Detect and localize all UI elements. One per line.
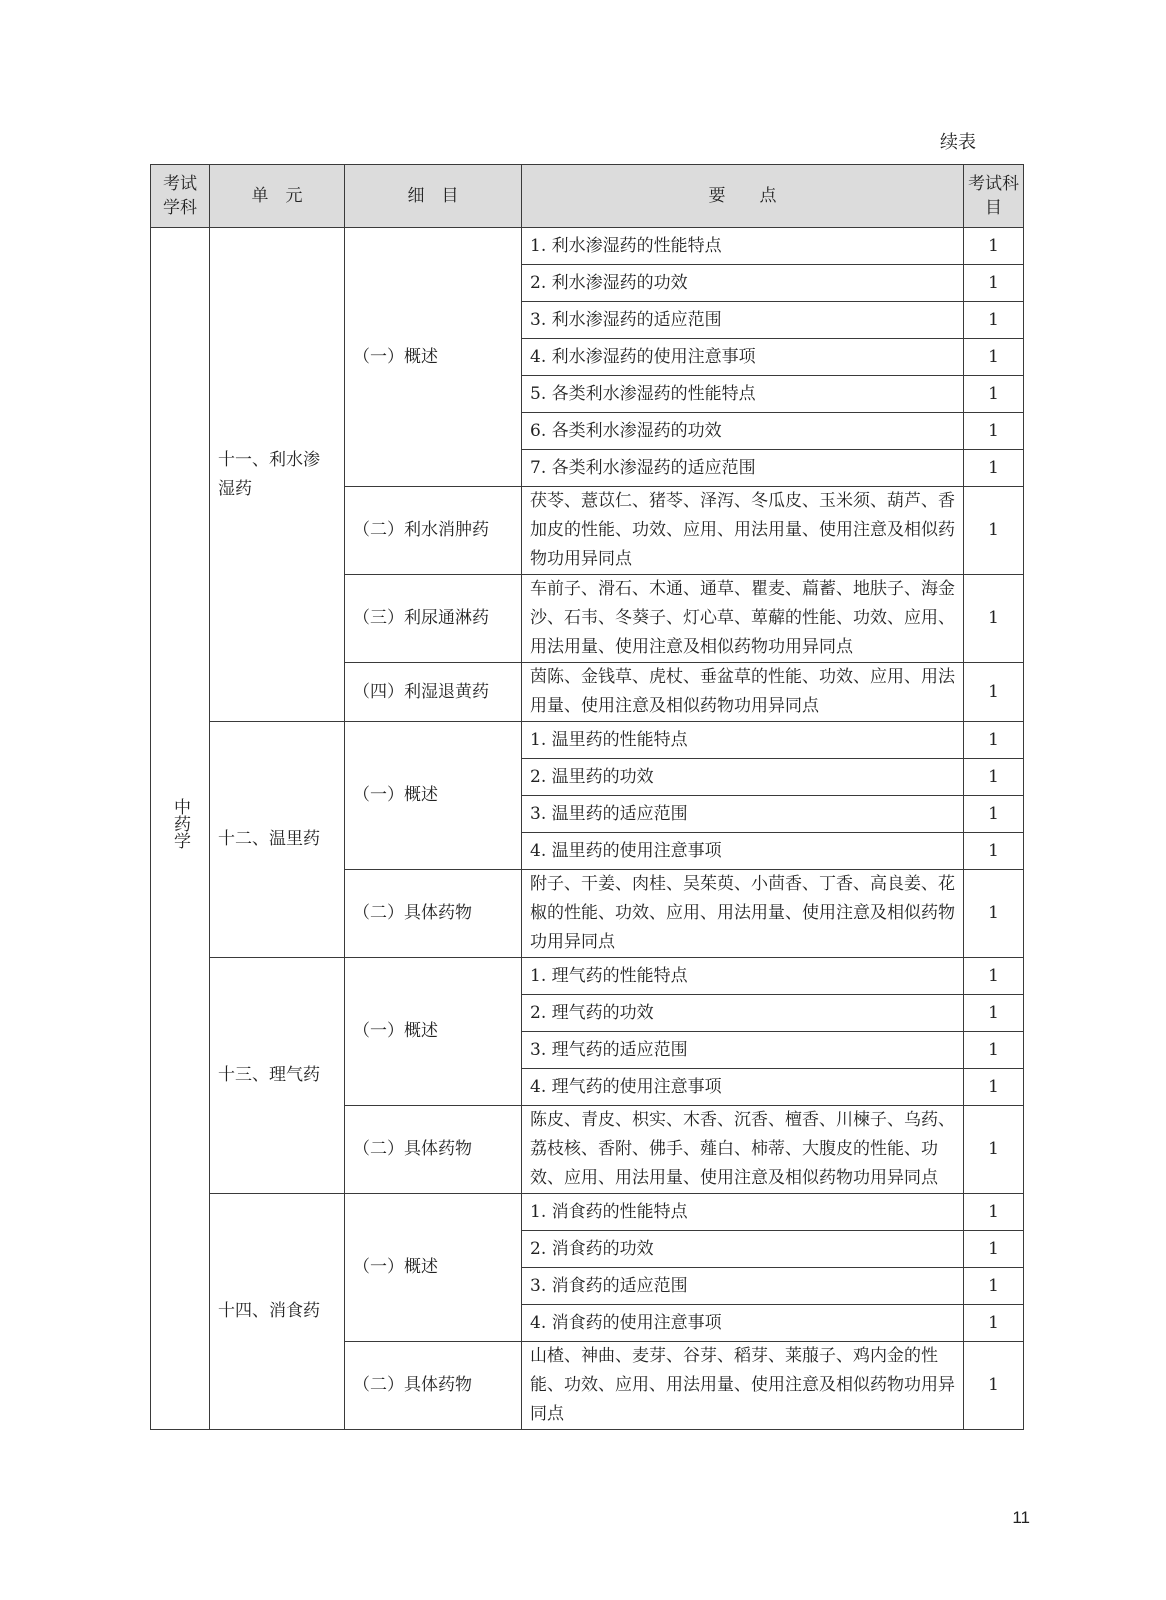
exam-cell: 1 <box>964 1231 1024 1268</box>
point-cell: 附子、干姜、肉桂、吴茱萸、小茴香、丁香、高良姜、花椒的性能、功效、应用、用法用量、使用注意及相似药物功用异同点 <box>522 870 964 958</box>
point-cell: 4. 理气药的使用注意事项 <box>522 1069 964 1106</box>
point-cell: 茯苓、薏苡仁、猪苓、泽泻、冬瓜皮、玉米须、葫芦、香加皮的性能、功效、应用、用法用量、使用注意及相似药物功用异同点 <box>522 487 964 575</box>
table-row <box>151 722 1024 759</box>
point-cell: 5. 各类利水渗湿药的性能特点 <box>522 376 964 413</box>
item-cell: （一）概述 <box>345 722 522 870</box>
item-cell: （二）具体药物 <box>345 870 522 958</box>
point-cell: 4. 消食药的使用注意事项 <box>522 1305 964 1342</box>
exam-cell: 1 <box>964 1032 1024 1069</box>
point-cell: 6. 各类利水渗湿药的功效 <box>522 413 964 450</box>
continued-label: 续表 <box>940 132 976 153</box>
exam-cell: 1 <box>964 575 1024 663</box>
syllabus-table <box>150 164 1024 1430</box>
table-header-row <box>151 165 1024 228</box>
point-cell: 陈皮、青皮、枳实、木香、沉香、檀香、川楝子、乌药、荔枝核、香附、佛手、薤白、柿蒂、大腹皮的性能、功效、应用、用法用量、使用注意及相似药物功用异同点 <box>522 1106 964 1194</box>
exam-cell: 1 <box>964 663 1024 722</box>
exam-cell: 1 <box>964 1268 1024 1305</box>
exam-cell: 1 <box>964 1305 1024 1342</box>
header-point: 要 点 <box>522 165 964 228</box>
exam-cell: 1 <box>964 1069 1024 1106</box>
item-cell: （二）具体药物 <box>345 1342 522 1430</box>
point-cell: 山楂、神曲、麦芽、谷芽、稻芽、莱菔子、鸡内金的性能、功效、应用、用法用量、使用注意及相似药物功用异同点 <box>522 1342 964 1430</box>
exam-cell: 1 <box>964 487 1024 575</box>
exam-cell: 1 <box>964 833 1024 870</box>
point-cell: 3. 理气药的适应范围 <box>522 1032 964 1069</box>
table-row <box>151 958 1024 995</box>
table-body <box>151 228 1024 1430</box>
point-cell: 2. 温里药的功效 <box>522 759 964 796</box>
point-cell: 4. 利水渗湿药的使用注意事项 <box>522 339 964 376</box>
point-cell: 2. 理气药的功效 <box>522 995 964 1032</box>
item-cell: （一）概述 <box>345 958 522 1106</box>
exam-cell: 1 <box>964 265 1024 302</box>
point-cell: 4. 温里药的使用注意事项 <box>522 833 964 870</box>
exam-cell: 1 <box>964 450 1024 487</box>
exam-cell: 1 <box>964 1194 1024 1231</box>
item-cell: （二）具体药物 <box>345 1106 522 1194</box>
item-cell: （三）利尿通淋药 <box>345 575 522 663</box>
header-item: 细 目 <box>345 165 522 228</box>
subject-cell <box>151 228 210 1430</box>
unit-cell: 十三、理气药 <box>210 958 345 1194</box>
point-cell: 2. 利水渗湿药的功效 <box>522 265 964 302</box>
table-row <box>151 228 1024 265</box>
exam-cell: 1 <box>964 339 1024 376</box>
unit-cell: 十一、利水渗湿药 <box>210 228 345 722</box>
exam-cell: 1 <box>964 302 1024 339</box>
exam-cell: 1 <box>964 958 1024 995</box>
unit-cell: 十二、温里药 <box>210 722 345 958</box>
point-cell: 1. 理气药的性能特点 <box>522 958 964 995</box>
item-cell: （一）概述 <box>345 228 522 487</box>
exam-cell: 1 <box>964 722 1024 759</box>
item-cell: （四）利湿退黄药 <box>345 663 522 722</box>
point-cell: 3. 温里药的适应范围 <box>522 796 964 833</box>
exam-cell: 1 <box>964 995 1024 1032</box>
exam-cell: 1 <box>964 870 1024 958</box>
exam-cell: 1 <box>964 759 1024 796</box>
exam-cell: 1 <box>964 1106 1024 1194</box>
point-cell: 1. 温里药的性能特点 <box>522 722 964 759</box>
item-cell: （一）概述 <box>345 1194 522 1342</box>
exam-cell: 1 <box>964 796 1024 833</box>
point-cell: 1. 利水渗湿药的性能特点 <box>522 228 964 265</box>
header-subject: 考试学科 <box>151 165 210 228</box>
unit-cell: 十四、消食药 <box>210 1194 345 1430</box>
item-cell: （二）利水消肿药 <box>345 487 522 575</box>
point-cell: 1. 消食药的性能特点 <box>522 1194 964 1231</box>
point-cell: 7. 各类利水渗湿药的适应范围 <box>522 450 964 487</box>
subject-label: 中药学 <box>170 798 190 849</box>
point-cell: 茵陈、金钱草、虎杖、垂盆草的性能、功效、应用、用法用量、使用注意及相似药物功用异同点 <box>522 663 964 722</box>
header-exam: 考试科目 <box>964 165 1024 228</box>
point-cell: 车前子、滑石、木通、通草、瞿麦、萹蓄、地肤子、海金沙、石韦、冬葵子、灯心草、萆薢的性能、功效、应用、用法用量、使用注意及相似药物功用异同点 <box>522 575 964 663</box>
exam-cell: 1 <box>964 1342 1024 1430</box>
page-number: 11 <box>1012 1508 1030 1527</box>
table-row <box>151 1194 1024 1231</box>
point-cell: 3. 利水渗湿药的适应范围 <box>522 302 964 339</box>
header-unit: 单 元 <box>210 165 345 228</box>
exam-cell: 1 <box>964 228 1024 265</box>
exam-cell: 1 <box>964 376 1024 413</box>
point-cell: 3. 消食药的适应范围 <box>522 1268 964 1305</box>
point-cell: 2. 消食药的功效 <box>522 1231 964 1268</box>
exam-cell: 1 <box>964 413 1024 450</box>
